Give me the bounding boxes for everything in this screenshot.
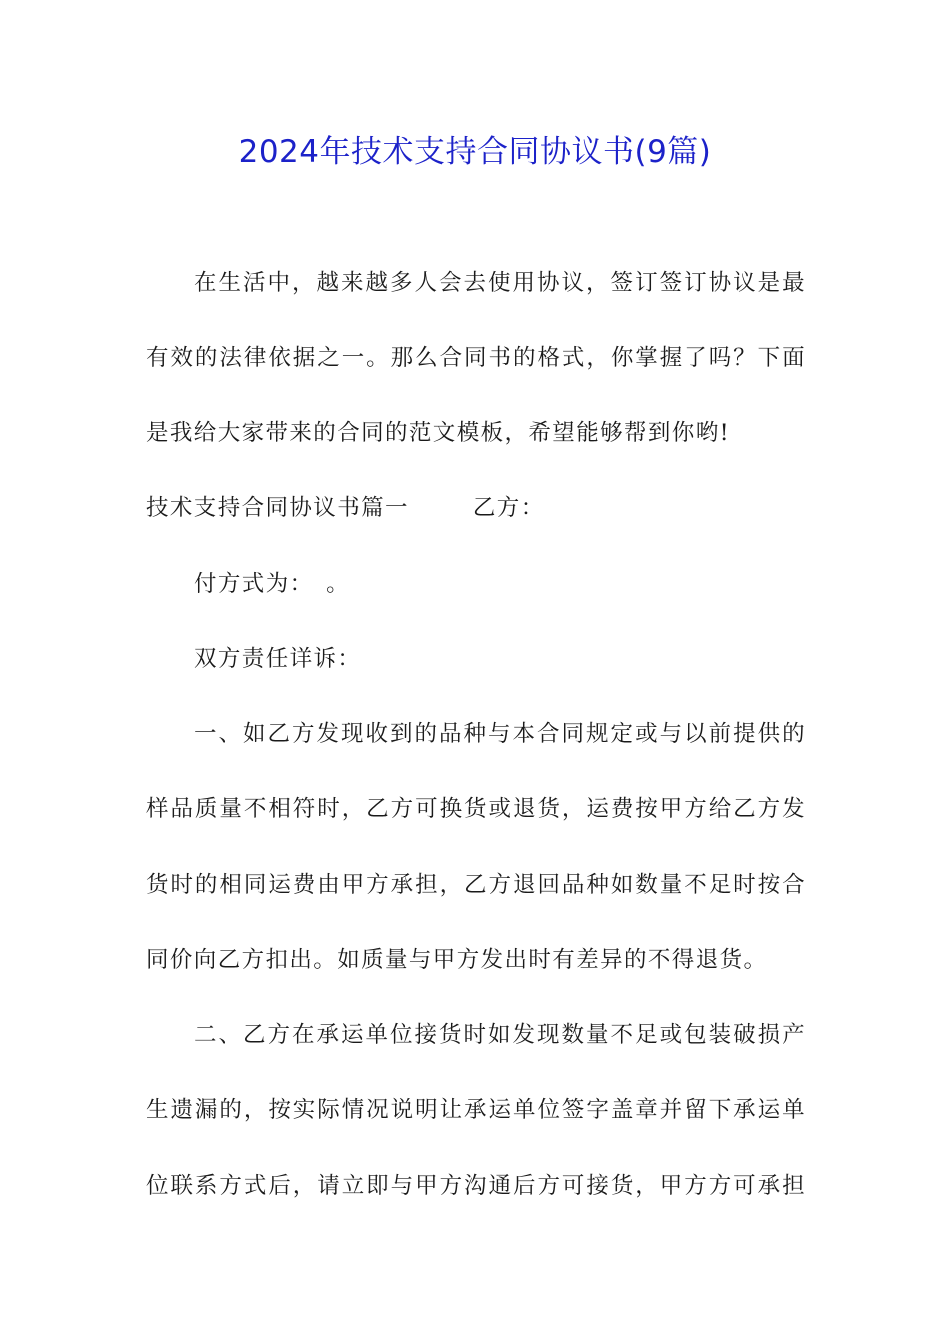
party-b-label: 乙方：	[472, 495, 545, 521]
clause-one-line-2: 样品质量不相符时，乙方可换货或退货，运费按甲方给乙方发	[146, 796, 806, 822]
clause-one-line-4: 同价向乙方扣出。如质量与甲方发出时有差异的不得退货。	[146, 947, 768, 973]
intro-line-3: 是我给大家带来的合同的范文模板，希望能够帮到你哟!	[146, 420, 731, 446]
payment-line: 付方式为： 。	[194, 571, 351, 597]
intro-line-2: 有效的法律依据之一。那么合同书的格式，你掌握了吗？下面	[146, 345, 806, 371]
clause-two-line-2: 生遗漏的，按实际情况说明让承运单位签字盖章并留下承运单	[146, 1097, 806, 1123]
clause-one-line-1: 一、如乙方发现收到的品种与本合同规定或与以前提供的	[194, 721, 806, 747]
section-heading: 技术支持合同协议书篇一	[146, 495, 409, 521]
duties-heading: 双方责任详诉：	[194, 646, 362, 672]
clause-one-line-3: 货时的相同运费由甲方承担，乙方退回品种如数量不足时按合	[146, 872, 806, 898]
section-heading-line	[146, 491, 806, 525]
clause-two-line-3: 位联系方式后，请立即与甲方沟通后方可接货，甲方方可承担	[146, 1173, 806, 1199]
document-title: 2024年技术支持合同协议书(9篇)	[238, 134, 712, 170]
clause-two-line-1: 二、乙方在承运单位接货时如发现数量不足或包装破损产	[194, 1022, 806, 1048]
intro-line-1: 在生活中，越来越多人会去使用协议，签订签订协议是最	[194, 270, 806, 296]
